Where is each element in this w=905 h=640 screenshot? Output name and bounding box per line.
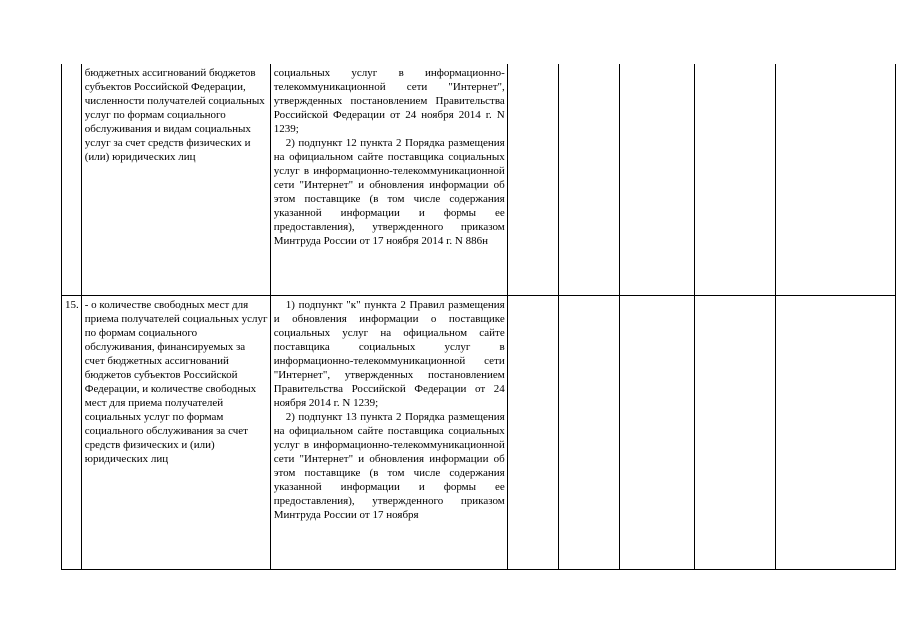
empty-cell [775,296,895,570]
info-item-cell [81,64,270,296]
empty-cell [775,64,895,296]
legal-basis-paragraph: 2) подпункт 13 пункта 2 Порядка размещения на официальном сайте поставщика социальных услуг в информационно-телекоммуникационной сети "Интернет" и обновления информации об этом поставщике (в том числе содержания указанной информации и формы ее предоставления), утвержденного приказом Минтруда России от 17 ноября [273,411,505,521]
legal-basis-cell [270,64,507,296]
empty-cell [507,64,558,296]
row-number-cell [62,296,82,570]
row-number: 15. [65,299,79,311]
empty-cell [558,64,619,296]
legal-basis-cell [270,296,507,570]
legal-basis-paragraph: 1) подпункт "к" пункта 2 Правил размещения и обновления информации о поставщике социальных услуг на официальном сайте поставщика социальных услуг в информационно-телекоммуникационной сети "Интернет", утвержденных постановлением Правительства Российской Федерации от 24 ноября 2014 г. N 1239; [273,299,505,409]
empty-cell [619,64,694,296]
empty-cell [694,64,775,296]
empty-cell [558,296,619,570]
empty-cell [619,296,694,570]
table-row [62,64,896,296]
info-item-text: - о количестве свободных мест для приема получателей социальных услуг по формам социального обслуживания, финансируемых за счет бюджетных ассигнований бюджетов субъектов Российской Федерации, и количестве свободных мест для приема получателей социальных услуг по формам социального обслуживания за счет средств физических и (или) юридических лиц [84,299,268,465]
document-table [61,64,896,570]
row-number-cell [62,64,82,296]
info-item-text: бюджетных ассигнований бюджетов субъектов Российской Федерации, численности получателей социальных услуг по формам социального обслуживания и видам социальных услуг за счет средств физических и (или) юридических лиц [84,67,265,163]
table-row [62,296,896,570]
empty-cell [694,296,775,570]
empty-cell [507,296,558,570]
info-item-cell [81,296,270,570]
legal-basis-paragraph: социальных услуг в информационно-телекоммуникационной сети "Интернет", утвержденных постановлением Правительства Российской Федерации от 24 ноября 2014 г. N 1239; [273,67,505,135]
legal-basis-paragraph: 2) подпункт 12 пункта 2 Порядка размещения на официальном сайте поставщика социальных услуг в информационно-телекоммуникационной сети "Интернет" и обновления информации об этом поставщике (в том числе содержания указанной информации и формы ее предоставления), утвержденного приказом Минтруда России от 17 ноября 2014 г. N 886н [273,137,505,247]
